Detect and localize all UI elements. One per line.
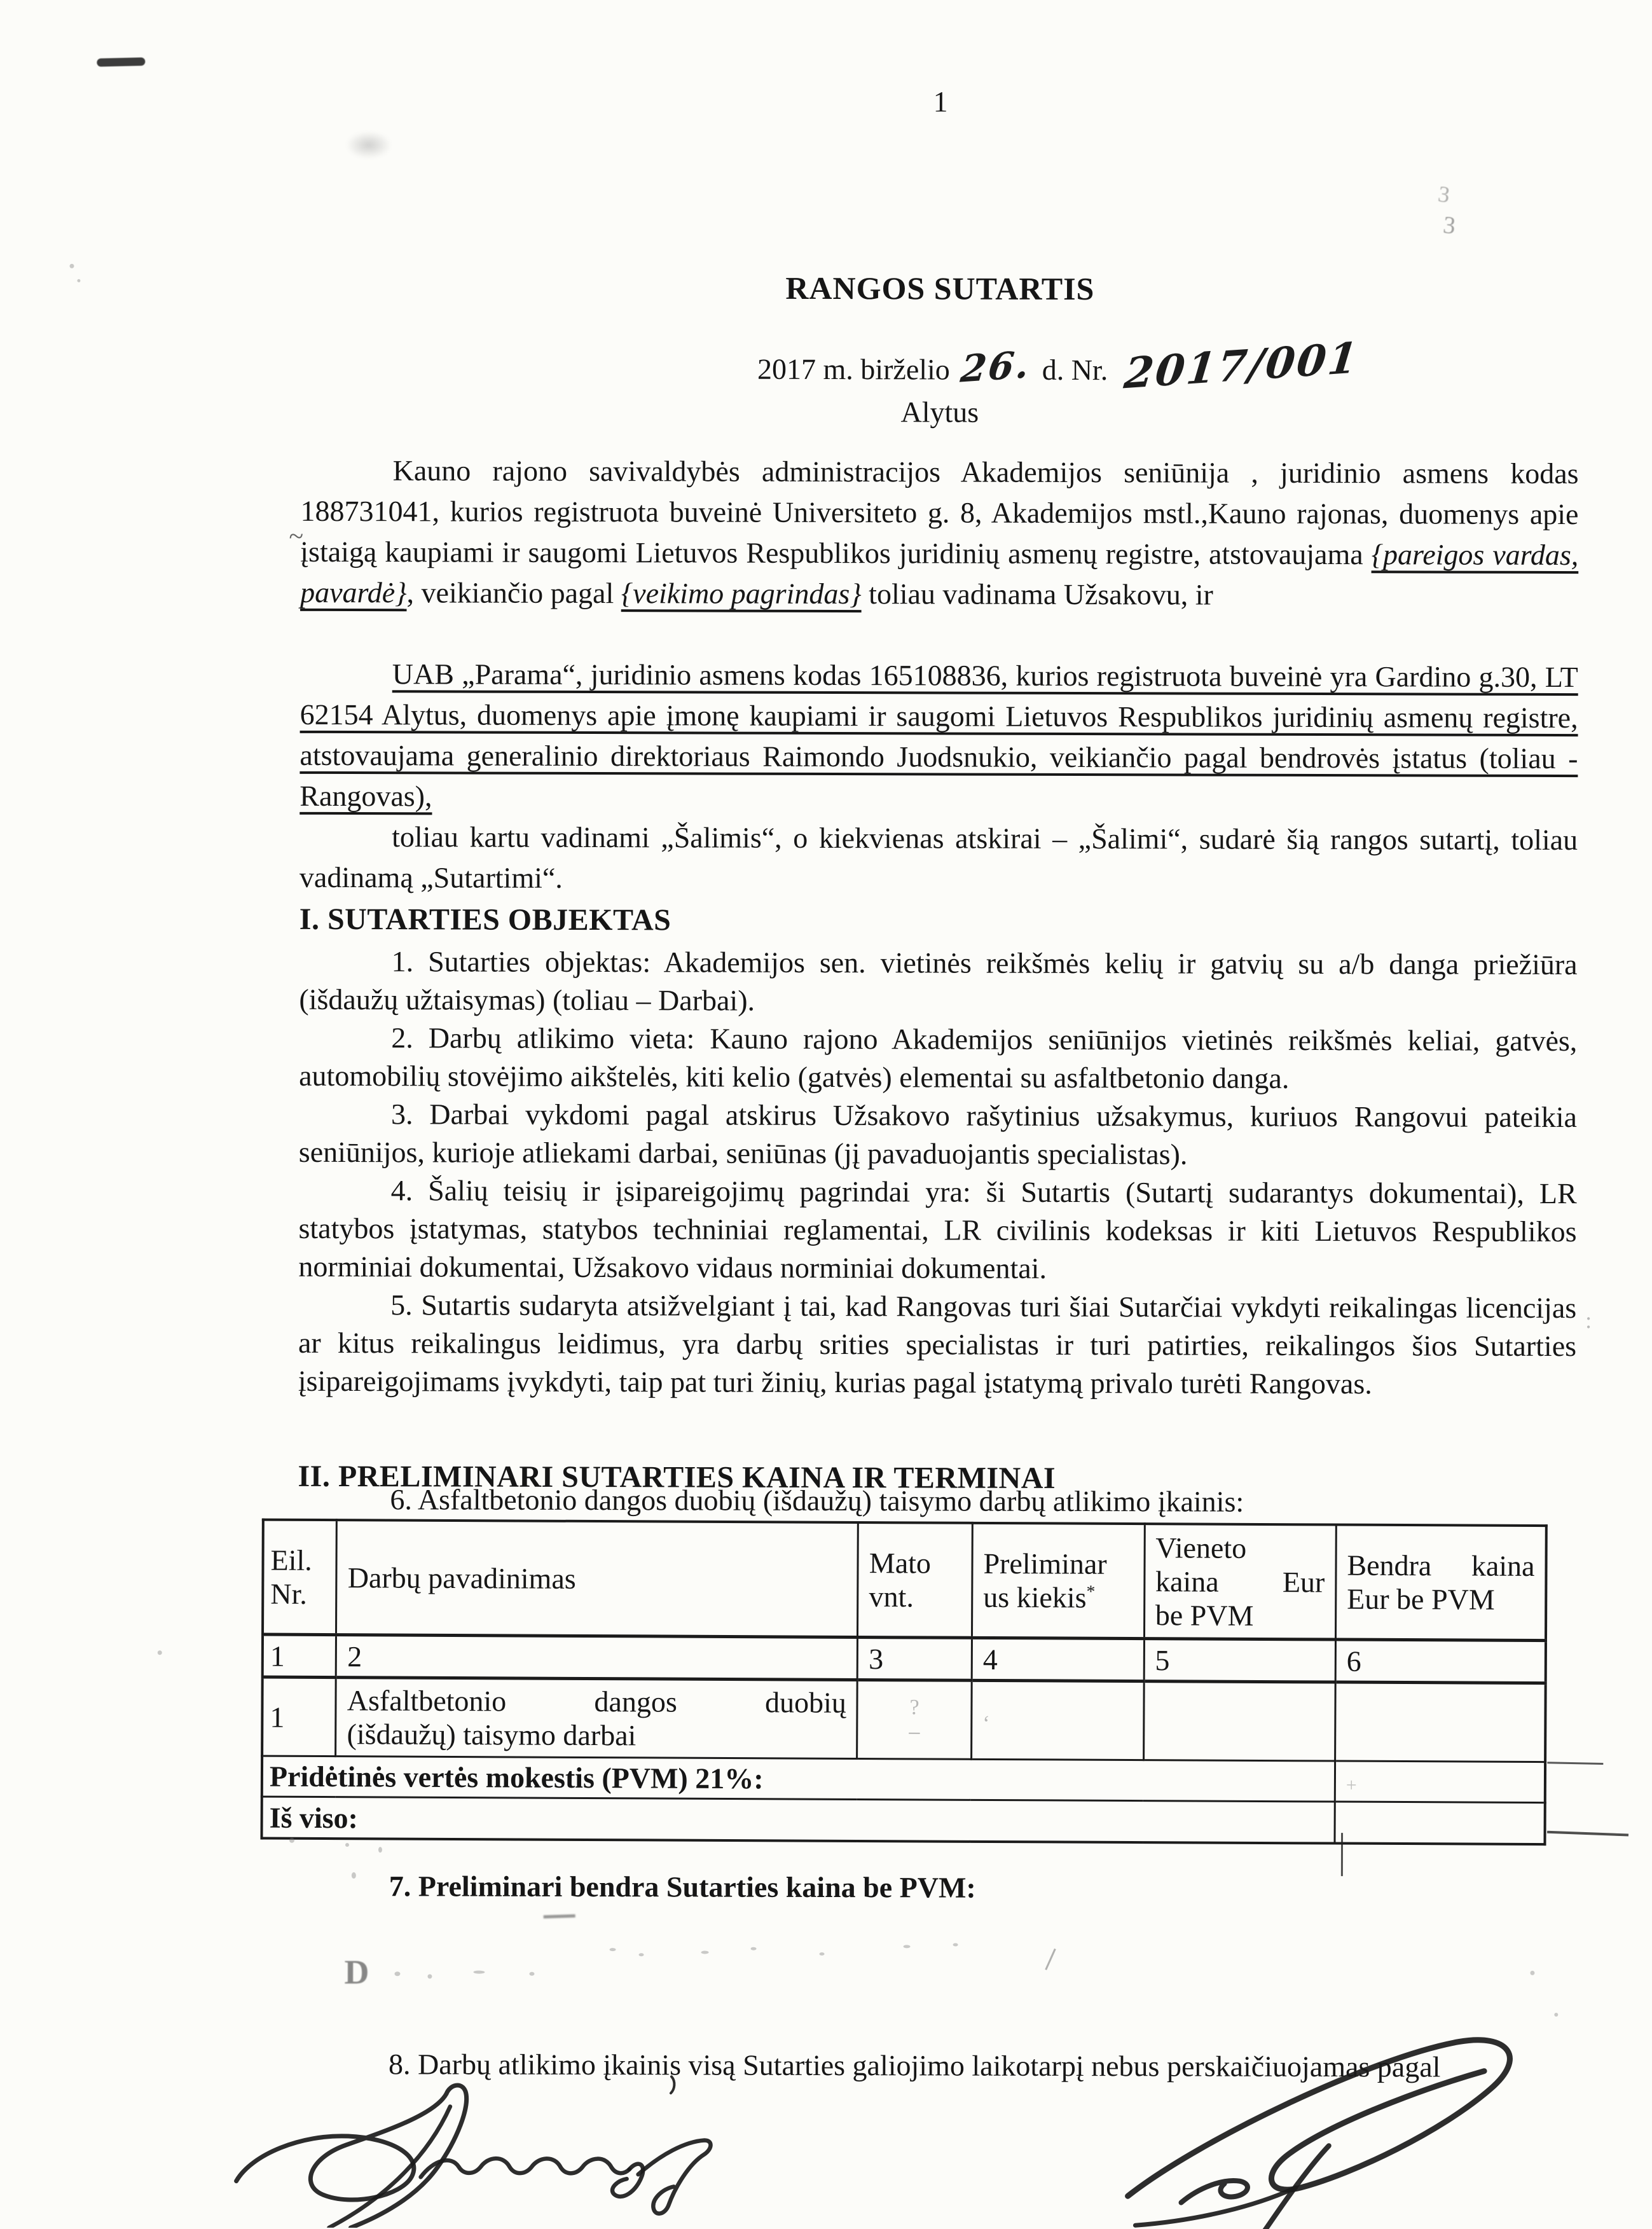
paragraph-contractor: UAB „Parama“, juridinio asmens kodas 165108836, kurios registruota buveinė yra Gardino g.30, LT 62154 Alytus, duomenys apie įmonę kaupiami ir saugomi Lietuvos Respublikos juridinių asmenų registre, atstovaujama generalinio direktoriaus Raimondo Juodsnukio, veikiančio pagal bendrovės įstatus (toliau - Rangovas), xyxy=(299,658,1578,813)
header-unit-price-l2 xyxy=(1155,1564,1325,1599)
header-unit-l2: vnt. xyxy=(869,1580,914,1613)
work-name-line1 xyxy=(347,1683,846,1720)
cell-work-name xyxy=(336,1678,858,1759)
scan-squiggle-icon: 3 xyxy=(1436,181,1452,208)
scan-speck xyxy=(378,1847,382,1853)
header-total-price-l1a: Bendra xyxy=(1347,1549,1432,1582)
city-line: Alytus xyxy=(900,396,979,429)
header-cell-total-price xyxy=(1335,1525,1546,1641)
table-row-total xyxy=(261,1797,1545,1844)
work-name-word: duobių xyxy=(764,1686,846,1719)
scan-speck xyxy=(529,1972,534,1976)
scan-speck xyxy=(345,1843,349,1847)
colnum-4: 4 xyxy=(972,1638,1144,1681)
handwritten-contract-number: 2017/001 xyxy=(1121,332,1362,399)
scan-pen-slash xyxy=(1045,1949,1056,1970)
header-work-name: Darbų pavadinimas xyxy=(347,1561,576,1595)
cell-row-number: 1 xyxy=(262,1677,336,1756)
page-number: 1 xyxy=(933,85,948,118)
scan-speck xyxy=(701,1950,709,1954)
placeholder-name-position: {pareigos vardas, pavardė} xyxy=(300,538,1579,609)
asterisk-footnote: * xyxy=(1086,1581,1096,1601)
header-unit-price-l2a: kaina xyxy=(1155,1564,1219,1598)
vat-value-cell xyxy=(1335,1761,1545,1803)
header-unit-price-l3: be PVM xyxy=(1155,1598,1254,1632)
cell-unit-empty xyxy=(857,1680,972,1759)
header-total-price-l2: Eur be PVM xyxy=(1347,1582,1495,1616)
handwritten-day: 26. xyxy=(958,342,1033,391)
work-name-word: Asfaltbetonio xyxy=(347,1684,507,1718)
header-nr: Nr. xyxy=(270,1577,307,1610)
header-unit-price-l1: Vieneto xyxy=(1155,1531,1247,1564)
paragraph-client-text: , veikiančio pagal xyxy=(406,576,621,610)
scan-faint-mark: + xyxy=(1346,1774,1357,1796)
cell-total-price-empty xyxy=(1335,1682,1546,1762)
paragraph-client-text: toliau vadinama Užsakovu, ir xyxy=(861,577,1213,611)
scan-speck xyxy=(77,279,80,282)
header-eil: Eil. xyxy=(270,1543,312,1577)
scan-speck xyxy=(639,1953,644,1956)
table-row-vat xyxy=(262,1756,1545,1803)
date-mid: d. Nr. xyxy=(1042,353,1108,387)
header-cell-unit-price xyxy=(1144,1524,1336,1639)
header-total-price-l1b: kaina xyxy=(1471,1549,1535,1582)
scan-speck xyxy=(473,1971,485,1974)
clause-8: 8. Darbų atlikimo įkainis visą Sutarties galiojimo laikotarpį nebus perskaičiuojamas pagal xyxy=(389,2048,1441,2083)
scan-speck xyxy=(158,1650,162,1655)
colnum-2: 2 xyxy=(336,1635,858,1680)
scan-faint-mark: – xyxy=(909,1720,920,1744)
scan-speck xyxy=(1530,1971,1534,1975)
table-column-number-row xyxy=(263,1634,1546,1683)
table-row-work-item xyxy=(262,1677,1546,1762)
placeholder-acting-basis: {veikimo pagrindas} xyxy=(621,577,862,611)
clause-2: 2. Darbų atlikimo vieta: Kauno rajono Akademijos seniūnijos vietinės reikšmės keliai, gatvės, automobilių stovėjimo aikštelės, kiti kelio (gatvės) elementai su asfaltbetonio danga. xyxy=(299,1021,1578,1094)
header-unit-l1: Mato xyxy=(869,1547,932,1580)
scan-faint-mark: ‘ xyxy=(982,1711,990,1736)
scan-tilde-mark: ~ xyxy=(289,521,304,551)
scan-speck xyxy=(289,1838,294,1843)
paragraph-client xyxy=(300,450,1579,616)
scan-speck xyxy=(751,1947,757,1950)
scan-erased-dash xyxy=(544,1914,575,1919)
paragraph-client-text: Kauno rajono savivaldybės administracijos Akademijos seniūnija , juridinio asmens kodas 188731041, kurios registruota buveinė Universiteto g. 8, Akademijos mstl.,Kauno rajonas, duomenys apie įstaigą kaupiami ir saugomi Lietuvos Respublikos juridinių asmenų registre, atstovaujama xyxy=(300,454,1579,571)
header-cell-work-name xyxy=(336,1520,858,1637)
scan-smudge xyxy=(346,131,392,159)
section-1-heading: I. SUTARTIES OBJEKTAS xyxy=(299,902,671,937)
header-unit-price-l2b: Eur xyxy=(1282,1565,1325,1598)
work-name-word: dangos xyxy=(594,1685,677,1718)
clause-4: 4. Šalių teisių ir įsipareigojimų pagrindai yra: ši Sutartis (Sutartį sudarantys dokumentai), LR statybos įstatymas, statybos techniniai reglamentai, LR civilinis kodeksas ir kiti Lietuvos Respublikos norminiai dokumentai, Užsakovo vidaus norminiai dokumentai. xyxy=(298,1174,1577,1285)
scan-line-artifact xyxy=(1547,1831,1628,1837)
scan-faint-mark: ? xyxy=(909,1695,919,1720)
scan-speck xyxy=(394,1971,400,1976)
scan-speck xyxy=(953,1943,958,1947)
scan-mark-top-left-bar xyxy=(97,57,145,67)
price-table xyxy=(260,1519,1547,1846)
clause-7: 7. Preliminari bendra Sutarties kaina be PVM: xyxy=(389,1870,976,1904)
clause-5: 5. Sutartis sudaryta atsižvelgiant į tai, kad Rangovas turi šiai Sutarčiai vykdyti reikalingas licencijas ar kitus reikalingus leidimus, yra darbų srities specialistas ir turi patirties, reikalingos šios Sutarties įsipareigojimams įvykdyti, taip pat turi žinių, kurias pagal įstatymą privalo turėti Rangovas. xyxy=(298,1288,1577,1400)
scan-speck xyxy=(610,1948,616,1951)
table-header-row xyxy=(263,1520,1546,1641)
work-name-line2: (išdaužų) taisymo darbai xyxy=(347,1718,637,1752)
paragraph-parties: toliau kartu vadinami „Šalimis“, o kiekvienas atskirai – „Šalimi“, sudarė šią rangos sutartį, toliau vadinamą „Sutartimi“. xyxy=(299,820,1578,894)
scan-speck xyxy=(427,1974,432,1978)
clause-3: 3. Darbai vykdomi pagal atskirus Užsakovo rašytinius užsakymus, kuriuos Rangovui pateikia seniūnijos, kurioje atliekami darbai, seniūnas (jį pavaduojantis specialistas). xyxy=(298,1098,1578,1171)
scan-erased-letter: D xyxy=(344,1953,369,1992)
total-value-cell xyxy=(1335,1802,1545,1844)
header-cell-eil-nr xyxy=(263,1520,337,1635)
colnum-6: 6 xyxy=(1335,1639,1546,1683)
total-label-cell: Iš viso: xyxy=(261,1797,1335,1843)
header-qty-l1: Preliminar xyxy=(983,1547,1107,1580)
cell-unit-price-empty xyxy=(1143,1681,1335,1761)
date-line xyxy=(757,332,1362,399)
colnum-1: 1 xyxy=(263,1634,336,1678)
scan-speck xyxy=(1554,2013,1558,2017)
date-prefix: 2017 m. birželio xyxy=(757,352,950,386)
header-qty-l2 xyxy=(983,1580,1133,1615)
scan-speck xyxy=(904,1945,911,1948)
signature-right xyxy=(1103,2029,1549,2229)
signature-left xyxy=(226,2073,722,2229)
colnum-5: 5 xyxy=(1144,1639,1336,1682)
document-title: RANGOS SUTARTIS xyxy=(785,270,1095,307)
scan-dot-mark: : xyxy=(1585,1308,1592,1334)
section-2-heading: II. PRELIMINARI SUTARTIES KAINA IR TERMINAI xyxy=(298,1459,1056,1495)
header-cell-preliminary-qty xyxy=(972,1523,1145,1639)
header-total-price-l1 xyxy=(1347,1549,1534,1583)
header-cell-unit xyxy=(858,1522,972,1638)
cell-qty-empty xyxy=(972,1680,1144,1760)
scan-speck xyxy=(820,1952,825,1956)
clause-6: 6. Asfaltbetonio dangos duobių (išdaužų) taisymo darbų atlikimo įkainis: xyxy=(390,1483,1244,1518)
scan-squiggle-icon: 3 xyxy=(1442,211,1457,240)
header-qty-l2-text: us kiekis xyxy=(983,1580,1087,1614)
scan-speck xyxy=(69,264,74,268)
scan-line-artifact xyxy=(1547,1762,1603,1765)
vat-label-cell: Pridėtinės vertės mokestis (PVM) 21%: xyxy=(262,1756,1335,1802)
colnum-3: 3 xyxy=(858,1637,972,1680)
clause-1: 1. Sutarties objektas: Akademijos sen. vietinės reikšmės kelių ir gatvių su a/b danga priežiūra (išdaužų užtaisymas) (toliau – Darbai). xyxy=(299,945,1578,1017)
